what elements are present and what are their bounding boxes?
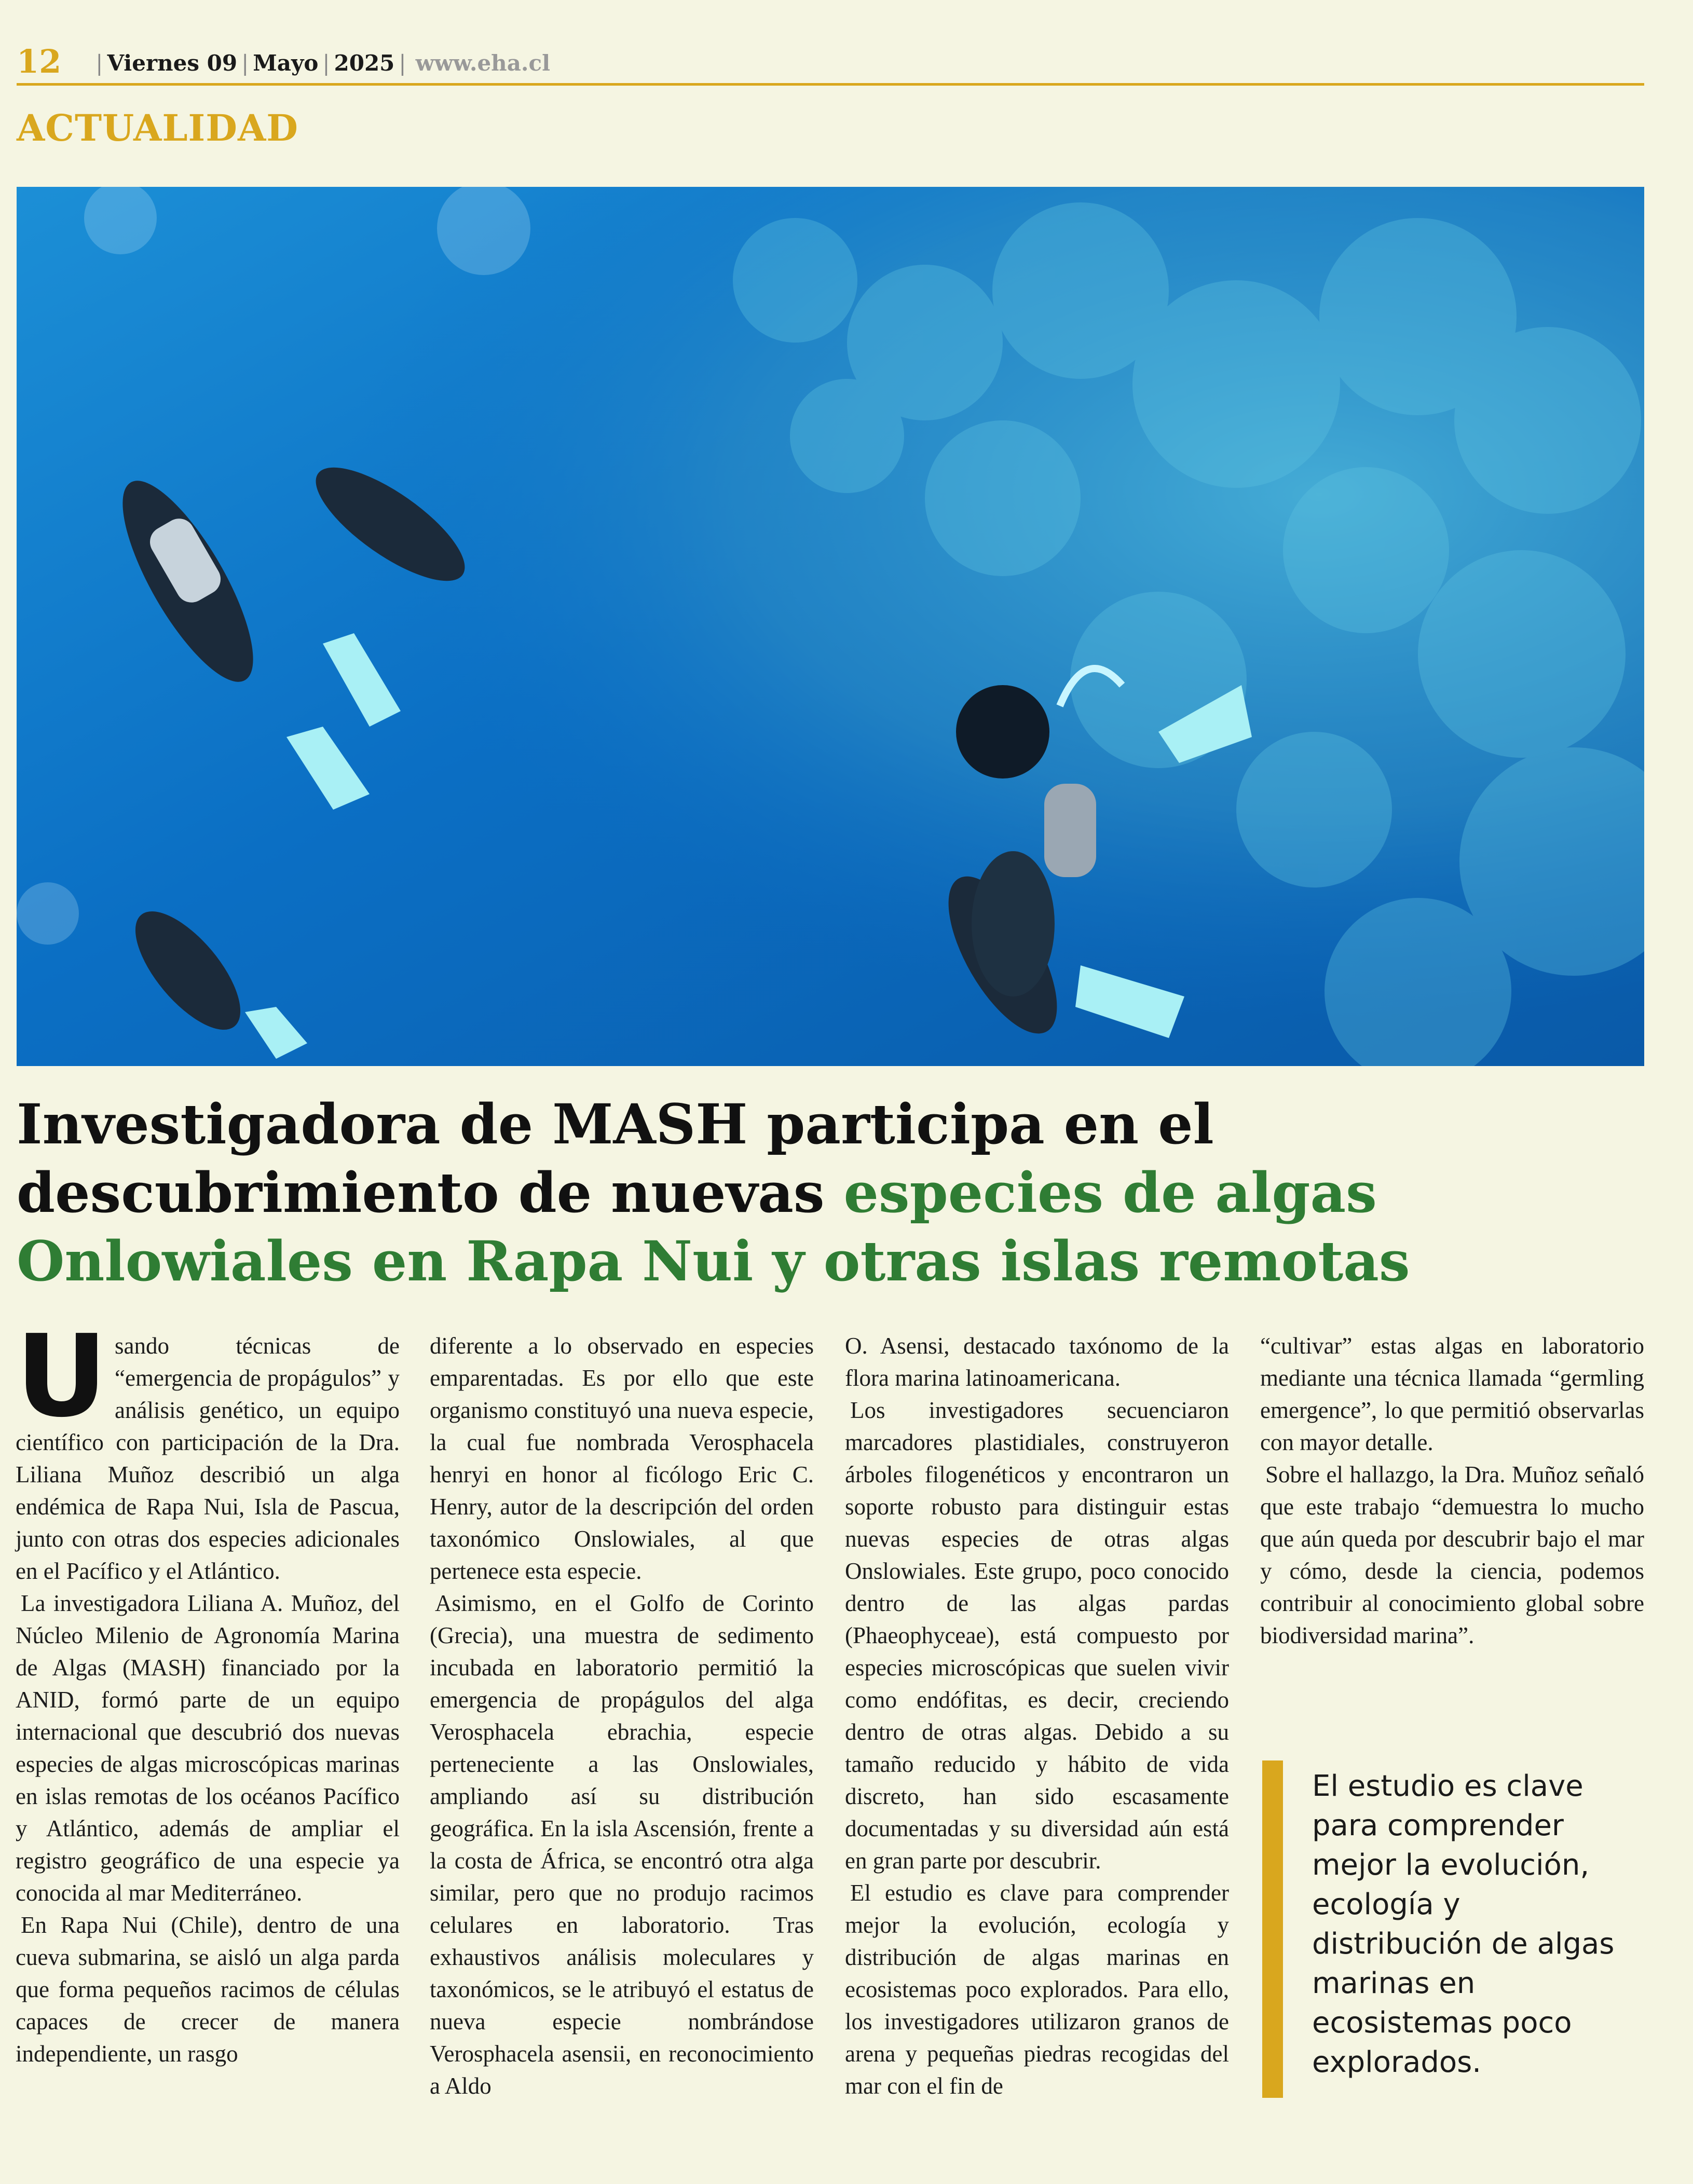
col3-paragraph-3: El estudio es clave para comprender mejor la evolución, ecología y distribución de algas marinas en ecosistemas poco explorados. Para ello, los investigadores utilizaron granos de arena y pequeñas piedras recogidas del mar con el fin de xyxy=(845,1880,1229,2099)
page-number: 12 xyxy=(17,43,62,80)
website-link[interactable]: www.eha.cl xyxy=(415,50,551,76)
col1-paragraph-3: En Rapa Nui (Chile), dentro de una cueva submarina, se aisló un alga parda que forma pequeños racimos de células capaces de crecer de manera independiente, un rasgo xyxy=(16,1912,400,2067)
headline-part1: Investigadora de MASH participa en el descubrimiento de nuevas xyxy=(17,1091,1214,1225)
article-column-4 xyxy=(1260,1330,1644,1651)
article-column-2 xyxy=(430,1330,814,2102)
article-column-1 xyxy=(16,1311,400,2070)
drop-cap: U xyxy=(16,1311,108,1442)
col1-paragraph-2: La investigadora Liliana A. Muñoz, del Núcleo Milenio de Agronomía Marina de Algas (MASH) financiado por la ANID, formó parte de un equipo internacional que descubrió dos nuevas especies de algas microscópicas marinas en islas remotas de los océanos Pacífico y Atlántico, además de ampliar el registro geográfico de una especie ya conocida al mar Mediterráneo. xyxy=(16,1590,400,1906)
underwater-divers-photo xyxy=(17,187,1644,1066)
pull-quote xyxy=(1262,1760,1626,2098)
col2-paragraph-1: diferente a lo observado en especies emparentadas. Es por ello que este organismo constituyó una nueva especie, la cual fue nombrada Verosphacela henryi en honor al ficólogo Eric C. Henry, autor de la descripción del orden taxonómico Onslowiales, al que pertenece esta especie. xyxy=(430,1333,814,1584)
col3-paragraph-1: O. Asensi, destacado taxónomo de la flora marina latinoamericana. xyxy=(845,1333,1229,1391)
headline xyxy=(17,1090,1657,1295)
pull-quote-text: El estudio es clave para comprender mejor la evolución, ecología y distribución de algas marinas en ecosistemas poco explorados. xyxy=(1312,1769,1615,2079)
section-label: ACTUALIDAD xyxy=(17,106,298,149)
masthead: 12 | Viernes 09 | Mayo | 2025 | www.eha.cl xyxy=(17,42,1644,86)
date-year: 2025 xyxy=(334,50,395,76)
date-day: Viernes 09 xyxy=(107,50,238,76)
photo-illustration xyxy=(17,187,1644,1066)
article-column-3 xyxy=(845,1330,1229,2102)
col4-paragraph-1: “cultivar” estas algas en laboratorio mediante una técnica llamada “germling emergence”, lo que permitió observarlas con mayor detalle. xyxy=(1260,1333,1644,1455)
col3-paragraph-2: Los investigadores secuenciaron marcadores plastidiales, construyeron árboles filogenéticos y encontraron un soporte robusto para distinguir estas nuevas especies de otras algas Onslowiales. Este grupo, poco conocido dentro de las algas pardas (Phaeophyceae), está compuesto por especies microscópicas que suelen vivir como endófitas, es decir, creciendo dentro de otras algas. Debido a su tamaño reducido y hábito de vida discreto, han sido escasamente documentadas y su diversidad aún está en gran parte por descubrir. xyxy=(845,1397,1229,1874)
col2-paragraph-2: Asimismo, en el Golfo de Corinto (Grecia), una muestra de sedimento incubada en laboratorio permitió la emergencia de propágulos del alga Verosphacela ebrachia, especie perteneciente a las Onslowiales, ampliando así su distribución geográfica. En la isla Ascensión, frente a la costa de África, se encontró otra alga similar, pero que no produjo racimos celulares en laboratorio. Tras exhaustivos análisis moleculares y taxonómicos, se le atribuyó el estatus de nueva especie nombrándose Verosphacela asensii, en reconocimiento a Aldo xyxy=(430,1590,814,2099)
col4-paragraph-2: Sobre el hallazgo, la Dra. Muñoz señaló que este trabajo “demuestra lo mucho que aún queda por descubrir bajo el mar y cómo, desde la ciencia, podemos contribuir al conocimiento global sobre biodiversidad marina”. xyxy=(1260,1462,1644,1648)
col1-paragraph-1: sando técnicas de “emergencia de propágulos” y análisis genético, un equipo científico con participación de la Dra. Liliana Muñoz describió un alga endémica de Rapa Nui, Isla de Pascua, junto con otras dos especies adicionales en el Pacífico y el Atlántico. xyxy=(16,1333,400,1584)
headline-part2: especies de algas Onlowiales en Rapa Nui y otras islas remotas xyxy=(17,1160,1410,1293)
date-month: Mayo xyxy=(253,50,319,76)
